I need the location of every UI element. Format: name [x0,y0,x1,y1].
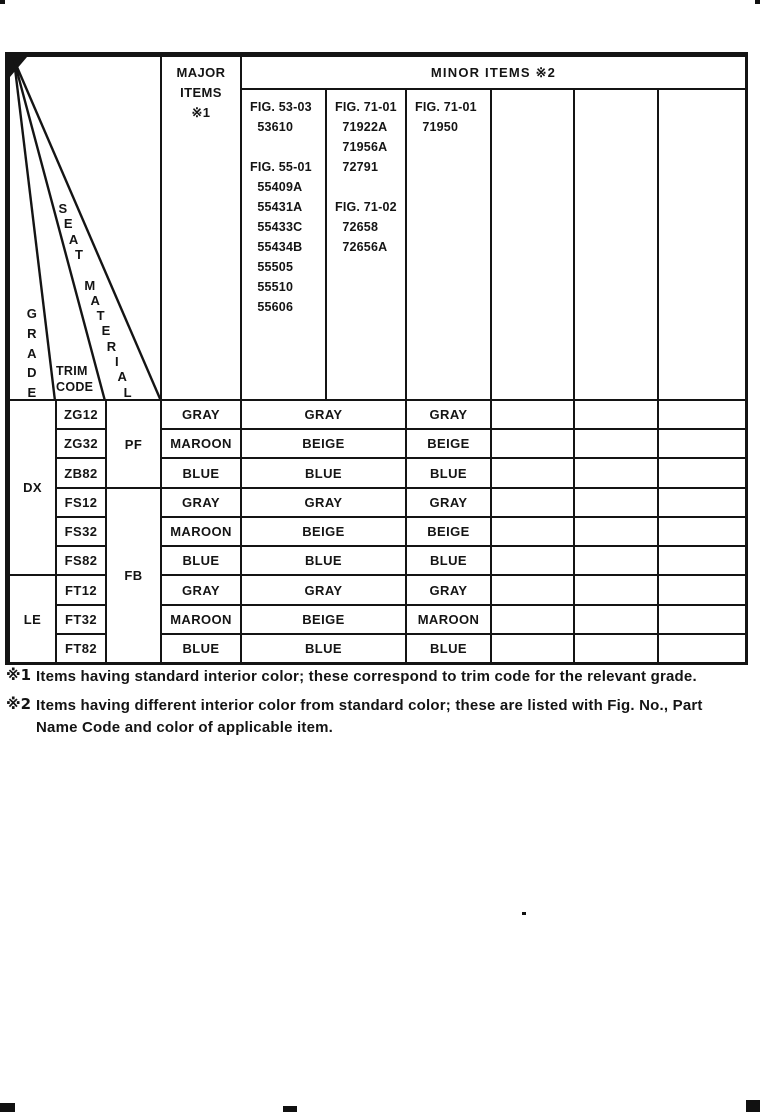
empty-cell [657,399,747,430]
major-color-cell: GRAY [160,574,242,606]
major-color-cell: GRAY [160,399,242,430]
major-color-cell: MAROON [160,428,242,459]
empty-cell [657,604,747,635]
footnote-1-text: Items having standard interior color; these correspond to trim code for the relevant grade. [36,668,697,685]
footnote-2-text: Items having different interior color from standard color; these are listed with Fig. No., Part Name Code and color of applicable item. [36,697,703,736]
trim-cell: ZG12 [55,399,107,430]
seat-material-label: S E A T M A T E R I A L [58,201,132,400]
empty-cell [657,574,747,606]
empty-cell [573,545,659,576]
trim-cell: ZG32 [55,428,107,459]
scan-artifact [746,1100,760,1112]
major-color-cell: MAROON [160,516,242,547]
scan-artifact [0,0,5,4]
minor-color-cell: BEIGE [405,516,492,547]
scan-artifact [283,1106,297,1112]
minor-color-cell: BLUE [240,545,407,576]
empty-cell [490,428,575,459]
material-cell-pf: PF [105,399,162,489]
major-color-cell: MAROON [160,604,242,635]
diagonal-header-cell [8,55,162,401]
empty-cell [573,574,659,606]
footnote-2 [6,695,756,739]
empty-cell [573,399,659,430]
empty-cell [490,457,575,489]
empty-cell [657,633,747,664]
minor-color-cell: BLUE [240,633,407,664]
empty-cell [657,487,747,518]
trim-cell: FT82 [55,633,107,664]
empty-cell [657,457,747,489]
major-color-cell: BLUE [160,545,242,576]
empty-cell [490,516,575,547]
minor-color-cell: BLUE [405,633,492,664]
trim-cell: FS12 [55,487,107,518]
minor-color-cell: GRAY [405,574,492,606]
major-color-cell: GRAY [160,487,242,518]
minor-color-cell: MAROON [405,604,492,635]
major-color-cell: BLUE [160,633,242,664]
trim-color-table [5,52,748,665]
empty-cell [490,633,575,664]
minor-color-cell: BLUE [405,545,492,576]
fig-column-6 [657,88,747,401]
empty-cell [490,399,575,430]
major-items-header: MAJOR ITEMS ※1 [160,55,242,401]
empty-cell [657,428,747,459]
empty-cell [657,516,747,547]
footnote-2-mark: ※2 [6,695,32,713]
minor-color-cell: GRAY [240,487,407,518]
minor-color-cell: GRAY [240,574,407,606]
empty-cell [573,457,659,489]
fig-column-1: FIG. 53-03 53610 FIG. 55-01 55409A 55431A 55433C 55434B 55505 55510 55606 [240,88,327,401]
empty-cell [573,428,659,459]
trim-cell: FT12 [55,574,107,606]
material-cell-fb: FB [105,487,162,664]
footnote-1-mark: ※1 [6,666,32,684]
minor-color-cell: BEIGE [240,516,407,547]
trim-code-label: TRIM CODE [56,364,94,394]
minor-color-cell: BEIGE [405,428,492,459]
minor-color-cell: GRAY [405,399,492,430]
fig-column-3: FIG. 71-01 71950 [405,88,492,401]
scan-artifact [522,912,526,915]
grade-cell-dx: DX [8,399,57,576]
scan-artifact [0,1103,15,1112]
empty-cell [573,516,659,547]
trim-cell: FS82 [55,545,107,576]
empty-cell [490,487,575,518]
minor-color-cell: BLUE [405,457,492,489]
empty-cell [573,487,659,518]
fig-column-4 [490,88,575,401]
minor-color-cell: BEIGE [240,604,407,635]
empty-cell [490,604,575,635]
trim-cell: FS32 [55,516,107,547]
fig-column-5 [573,88,659,401]
empty-cell [657,545,747,576]
grade-cell-le: LE [8,574,57,664]
trim-cell: ZB82 [55,457,107,489]
fig-column-2: FIG. 71-01 71922A 71956A 72791 FIG. 71-02 72658 72656A [325,88,407,401]
grade-label: G R A D E [26,306,38,400]
minor-color-cell: BLUE [240,457,407,489]
empty-cell [573,604,659,635]
major-color-cell: BLUE [160,457,242,489]
trim-cell: FT32 [55,604,107,635]
empty-cell [490,545,575,576]
empty-cell [573,633,659,664]
minor-color-cell: GRAY [405,487,492,518]
footnote-1 [6,666,756,688]
footnotes [6,666,756,746]
minor-items-header: MINOR ITEMS ※2 [240,55,747,90]
minor-color-cell: GRAY [240,399,407,430]
scan-artifact [755,0,760,4]
minor-color-cell: BEIGE [240,428,407,459]
empty-cell [490,574,575,606]
